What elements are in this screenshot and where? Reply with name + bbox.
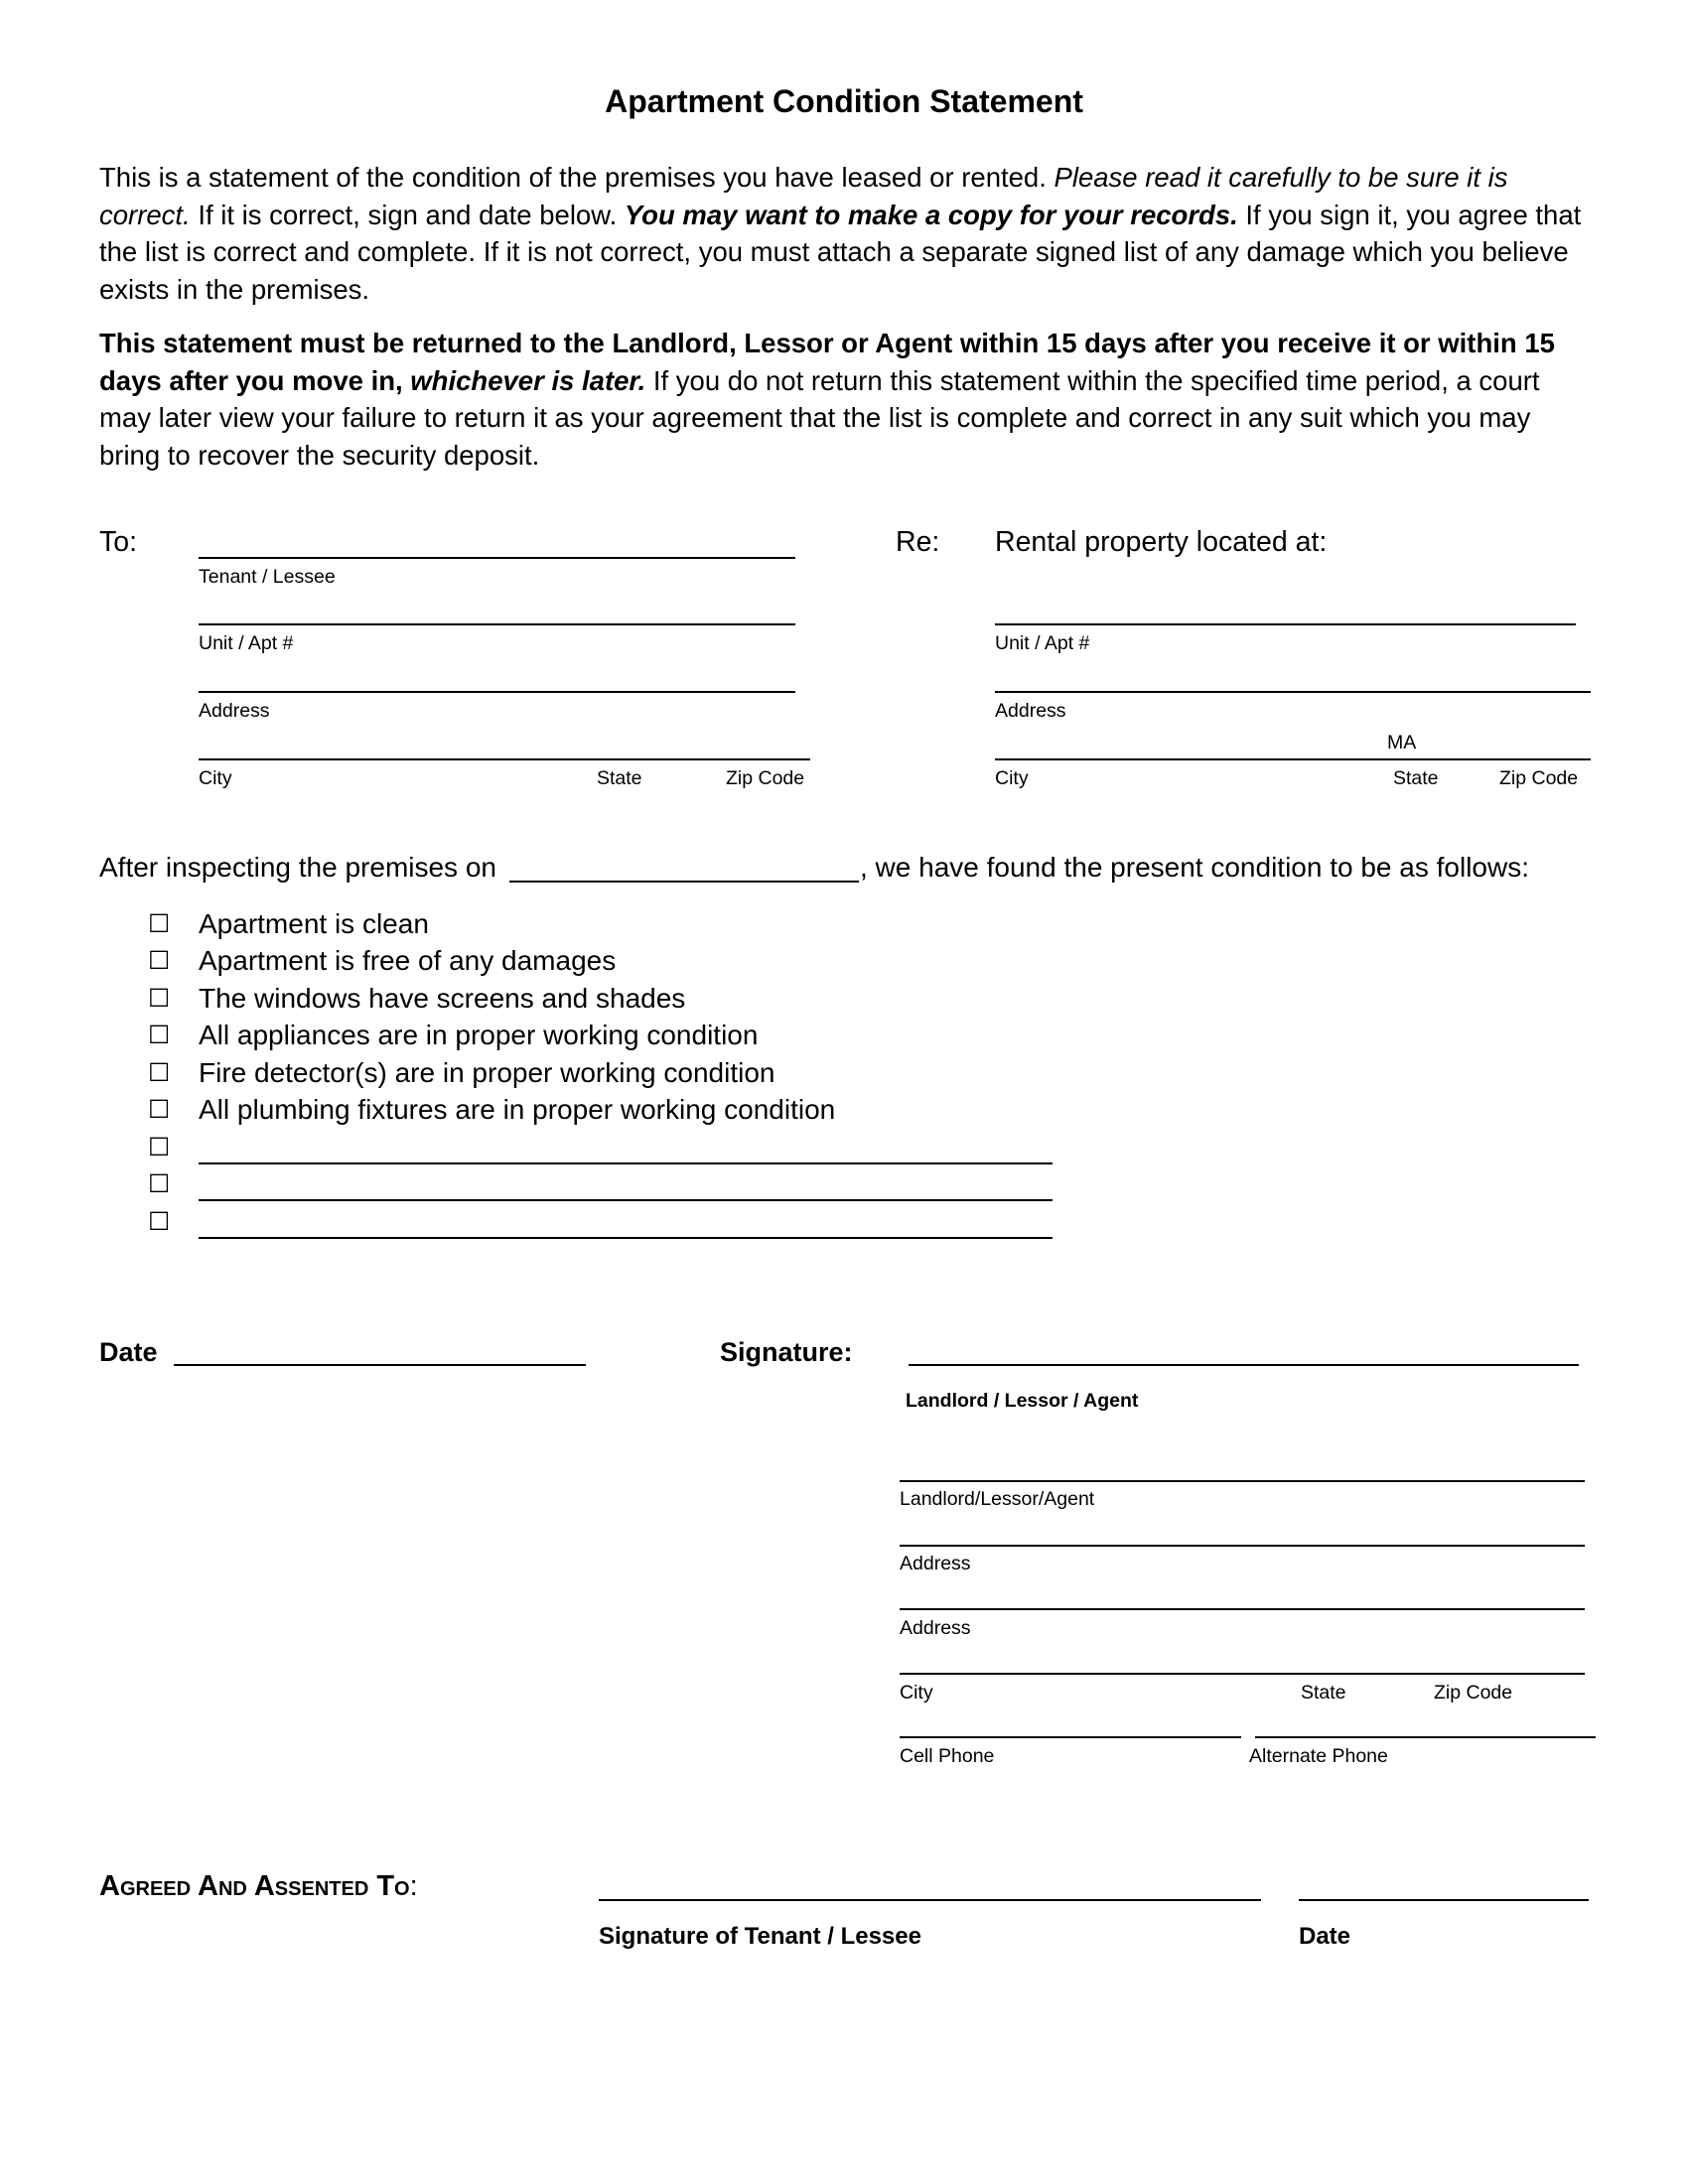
to-label: To:	[99, 526, 138, 558]
page-title: Apartment Condition Statement	[605, 83, 1083, 119]
agreement-colon: :	[409, 1870, 418, 1902]
landlord-zip-caption: Zip Code	[1434, 1682, 1513, 1704]
property-zip-caption: Zip Code	[1499, 767, 1579, 789]
landlord-caption: Landlord / Lessor / Agent	[906, 1390, 1139, 1412]
checkbox[interactable]: ☐	[148, 1208, 171, 1236]
intro-italic-note: Please read it carefully to be sure it is correct.	[99, 162, 1508, 230]
tenant-name-field[interactable]	[199, 557, 795, 559]
property-unit-caption: Unit / Apt #	[995, 632, 1090, 654]
tenant-address-field[interactable]	[199, 691, 795, 693]
landlord-name-caption: Landlord/Lessor/Agent	[900, 1488, 1095, 1510]
alternate-phone-caption: Alternate Phone	[1249, 1745, 1388, 1767]
date-label: Date	[99, 1337, 158, 1367]
cell-phone-field[interactable]	[900, 1736, 1241, 1738]
signature-label: Signature:	[720, 1337, 853, 1367]
tenant-signature-field[interactable]	[599, 1899, 1261, 1901]
tenant-date-field[interactable]	[1299, 1899, 1589, 1901]
property-address-field[interactable]	[995, 691, 1591, 693]
checklist-item: Apartment is clean	[199, 908, 429, 939]
landlord-name-field[interactable]	[900, 1480, 1585, 1482]
checklist-item: Fire detector(s) are in proper working condition	[199, 1057, 775, 1088]
inspection-date-field[interactable]	[509, 881, 859, 883]
tenant-address-caption: Address	[199, 700, 270, 722]
tenant-city-caption: City	[199, 767, 232, 789]
inspection-suffix: , we have found the present condition to be as follows:	[860, 852, 1529, 883]
notice-paragraph	[99, 325, 1594, 474]
intro-copy-note: You may want to make a copy for your records.	[624, 199, 1238, 230]
checkbox[interactable]: ☐	[148, 985, 171, 1013]
agreement-heading	[99, 1870, 418, 1903]
checkbox[interactable]: ☐	[148, 947, 171, 975]
checklist-item: The windows have screens and shades	[199, 983, 686, 1014]
checklist-item: Apartment is free of any damages	[199, 945, 617, 976]
landlord-address1-field[interactable]	[900, 1545, 1585, 1547]
property-state-value: MA	[1387, 732, 1417, 753]
notice-rest: If you do not return this statement within the specified time period, a court may later view your failure to return it as your agreement that the list is complete and correct in any suit which you may bring to recover the security deposit.	[99, 364, 1540, 471]
rental-property-heading: Rental property located at:	[995, 526, 1328, 558]
date-field[interactable]	[174, 1364, 586, 1366]
custom-item-field[interactable]	[199, 1162, 1053, 1164]
checkbox[interactable]: ☐	[148, 1170, 171, 1198]
tenant-zip-caption: Zip Code	[726, 767, 805, 789]
property-unit-field[interactable]	[995, 623, 1576, 625]
re-label: Re:	[896, 526, 940, 558]
checkbox[interactable]: ☐	[148, 910, 171, 938]
checkbox[interactable]: ☐	[148, 1134, 171, 1161]
checkbox[interactable]: ☐	[148, 1059, 171, 1087]
landlord-city-state-zip-field[interactable]	[900, 1673, 1585, 1675]
checkbox[interactable]: ☐	[148, 1096, 171, 1124]
tenant-city-state-zip-field[interactable]	[199, 758, 810, 760]
intro-sentence-1: This is a statement of the condition of the premises you have leased or rented.	[99, 162, 1047, 193]
property-city-caption: City	[995, 767, 1029, 789]
inspection-prefix: After inspecting the premises on	[99, 852, 496, 883]
alternate-phone-field[interactable]	[1255, 1736, 1596, 1738]
landlord-city-caption: City	[900, 1682, 933, 1704]
landlord-state-caption: State	[1301, 1682, 1346, 1704]
notice-bold: This statement must be returned to the Landlord, Lessor or Agent within 15 days after you receive it or within 15 days after you move in,	[99, 328, 1555, 396]
custom-item-field[interactable]	[199, 1199, 1053, 1201]
landlord-address2-caption: Address	[900, 1617, 971, 1639]
property-state-caption: State	[1393, 767, 1439, 789]
intro-sentence-3: If it is correct, sign and date below.	[198, 199, 618, 230]
custom-item-field[interactable]	[199, 1237, 1053, 1239]
checklist-item: All plumbing fixtures are in proper working condition	[199, 1094, 836, 1125]
landlord-address2-field[interactable]	[900, 1608, 1585, 1610]
checkbox[interactable]: ☐	[148, 1022, 171, 1049]
tenant-state-caption: State	[597, 767, 642, 789]
landlord-address1-caption: Address	[900, 1553, 971, 1574]
tenant-unit-caption: Unit / Apt #	[199, 632, 294, 654]
property-city-state-zip-field[interactable]	[995, 758, 1591, 760]
tenant-signature-caption: Signature of Tenant / Lessee	[599, 1923, 921, 1950]
landlord-signature-field[interactable]	[909, 1364, 1579, 1366]
checklist-item: All appliances are in proper working condition	[199, 1020, 759, 1050]
tenant-caption: Tenant / Lessee	[199, 566, 336, 588]
tenant-unit-field[interactable]	[199, 623, 795, 625]
tenant-date-caption: Date	[1299, 1923, 1351, 1950]
agreement-label: Agreed And Assented To	[99, 1870, 410, 1902]
cell-phone-caption: Cell Phone	[900, 1745, 995, 1767]
notice-bold-italic: whichever is later.	[410, 364, 646, 396]
intro-paragraph	[99, 159, 1594, 308]
property-address-caption: Address	[995, 700, 1066, 722]
intro-sentence-5: If you sign it, you agree that the list is correct and complete. If it is not correct, you must attach a separate signed list of any damage which you believe exists in the premises.	[99, 199, 1582, 305]
